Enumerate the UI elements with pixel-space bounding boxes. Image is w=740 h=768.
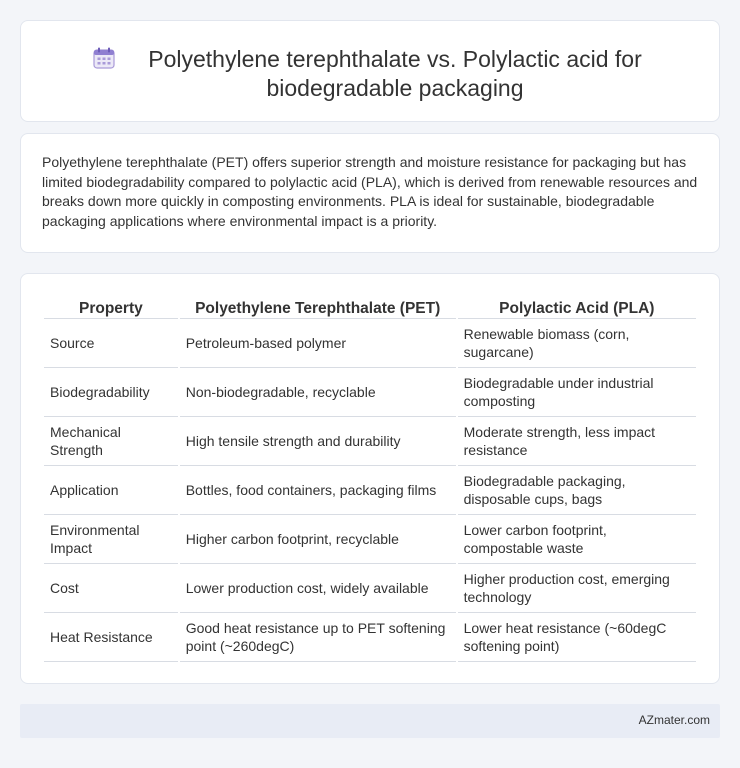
page-title-line-1: Polyethylene terephthalate vs. Polylactic acid for	[148, 46, 642, 72]
pet-cell: Bottles, food containers, packaging films	[180, 466, 456, 515]
property-cell: Biodegradability	[44, 368, 178, 417]
intro-paragraph: Polyethylene terephthalate (PET) offers superior strength and moisture resistance for packaging but has limited biodegradability compared to polylactic acid (PLA), which is derived from renewable resources and breaks down more quickly in composting environments. PLA is ideal for sustainable, biodegradable packaging applications where environmental impact is a priority.	[42, 154, 698, 229]
table-row	[44, 368, 696, 417]
property-cell: Source	[44, 319, 178, 368]
property-cell: Mechanical Strength	[44, 417, 178, 466]
pet-cell: Good heat resistance up to PET softening point (~260degC)	[180, 613, 456, 662]
header-pet: Polyethylene Terephthalate (PET)	[180, 295, 456, 319]
pla-cell: Biodegradable under industrial composting	[458, 368, 696, 417]
table-header-row	[44, 295, 696, 319]
property-cell: Environmental Impact	[44, 515, 178, 564]
pla-cell: Biodegradable packaging, disposable cups, bags	[458, 466, 696, 515]
pla-cell: Renewable biomass (corn, sugarcane)	[458, 319, 696, 368]
table-row	[44, 515, 696, 564]
pet-cell: Lower production cost, widely available	[180, 564, 456, 613]
table-row	[44, 319, 696, 368]
pla-cell: Higher production cost, emerging technology	[458, 564, 696, 613]
header-pla: Polylactic Acid (PLA)	[458, 295, 696, 319]
pet-cell: High tensile strength and durability	[180, 417, 456, 466]
pet-cell: Higher carbon footprint, recyclable	[180, 515, 456, 564]
page-title-line-2: biodegradable packaging	[266, 75, 524, 101]
comparison-table	[42, 295, 698, 662]
header-property: Property	[44, 295, 178, 319]
footer-bar	[20, 704, 720, 738]
pla-cell: Lower carbon footprint, compostable waste	[458, 515, 696, 564]
property-cell: Cost	[44, 564, 178, 613]
pla-cell: Lower heat resistance (~60degC softening point)	[458, 613, 696, 662]
pla-cell: Moderate strength, less impact resistance	[458, 417, 696, 466]
pet-cell: Petroleum-based polymer	[180, 319, 456, 368]
table-row	[44, 613, 696, 662]
table-row	[44, 564, 696, 613]
table-row	[44, 466, 696, 515]
intro-card	[20, 133, 720, 253]
property-cell: Application	[44, 466, 178, 515]
comparison-table-card	[20, 273, 720, 684]
property-cell: Heat Resistance	[44, 613, 178, 662]
title-card	[20, 20, 720, 122]
pet-cell: Non-biodegradable, recyclable	[180, 368, 456, 417]
footer-site-link[interactable]: AZmater.com	[638, 713, 710, 727]
table-row	[44, 417, 696, 466]
page-title	[21, 45, 719, 103]
